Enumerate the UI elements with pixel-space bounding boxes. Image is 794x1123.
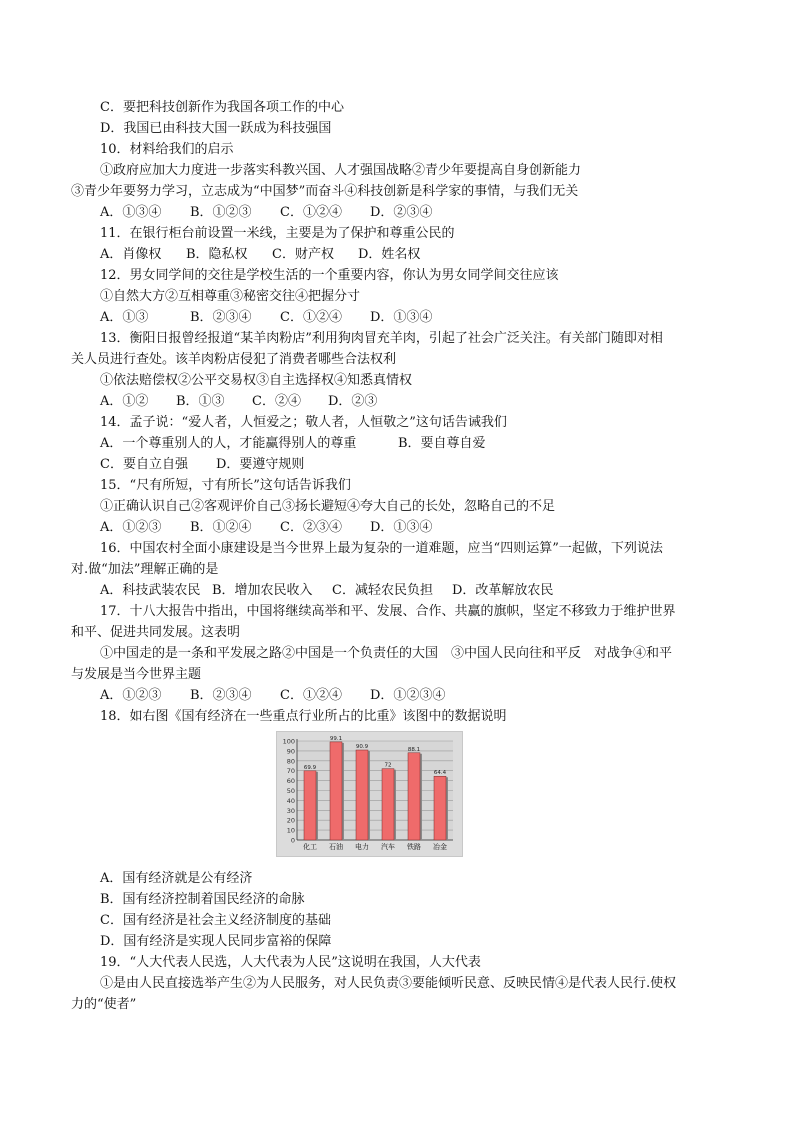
q12-option-d: D．①③④ (370, 310, 433, 325)
q13-statements: ①依法赔偿权②公平交易权③自主选择权④知悉真情权 (100, 373, 413, 388)
y-tick-label: 50 (286, 787, 295, 795)
q14-option-a: A．一个尊重别人的人，才能赢得别人的尊重 (100, 436, 357, 451)
q17-stem-2: 和平、促进共同发展。这表明 (71, 625, 241, 640)
q19-statements-1: ①是由人民直接选举产生②为人民服务，对人民负责③要能倾听民意、反映民情④是代表人民行.使权 (100, 976, 677, 991)
q14-option-d: D．要遵守规则 (216, 457, 305, 472)
bar-value-label: 88.1 (407, 746, 421, 753)
bar-value-label: 64.4 (433, 770, 447, 777)
bar-value-label: 72 (384, 762, 392, 769)
q14-stem: 14．孟子说：“爱人者，人恒爱之；敬人者，人恒敬之”这句话告诫我们 (100, 415, 507, 430)
bar-5 (434, 776, 446, 840)
y-tick-label: 90 (286, 747, 295, 756)
q16-option-d: D．改革解放农民 (452, 583, 554, 598)
q11-option-d: D．姓名权 (358, 247, 421, 262)
q16-option-a: A．科技武装农民 (100, 583, 201, 598)
q12-statements: ①自然大方②互相尊重③秘密交往④把握分寸 (100, 289, 361, 304)
q13-stem-2: 关人员进行查处。该羊肉粉店侵犯了消费者哪些合法权利 (71, 352, 397, 367)
bar-value-label: 69.9 (303, 764, 317, 771)
y-tick-label: 40 (286, 796, 295, 805)
q18-option-a: A．国有经济就是公有经济 (100, 871, 253, 886)
q19-stem: 19．“人大代表人民选，人大代表为人民”这说明在我国，人大代表 (100, 955, 481, 970)
y-tick-label: 0 (290, 836, 295, 845)
q16-option-c: C．减轻农民负担 (332, 583, 433, 598)
chart-svg (277, 732, 462, 856)
q17-option-a: A．①②③ (100, 688, 162, 703)
q18-stem: 18．如右图《国有经济在一些重点行业所占的比重》该图中的数据说明 (100, 709, 507, 724)
q18-option-d: D．国有经济是实现人民同步富裕的保障 (100, 934, 332, 949)
bar-0 (304, 771, 316, 840)
q13-option-d: D．②③ (328, 394, 378, 409)
q11-option-a: A．肖像权 (100, 247, 162, 262)
q11-stem: 11．在银行柜台前设置一米线，主要是为了保护和尊重公民的 (100, 226, 455, 241)
q16-option-b: B．增加农民收入 (212, 583, 313, 598)
x-category-label: 石油 (329, 843, 343, 851)
q14-option-b: B．要自尊自爱 (398, 436, 486, 451)
q17-stem-1: 17．十八大报告中指出，中国将继续高举和平、发展、合作、共赢的旗帜，坚定不移致力于维护世界 (100, 604, 676, 619)
q15-option-c: C．②③④ (280, 520, 342, 535)
bar-value-label: 90.9 (355, 744, 369, 751)
q10-option-d: D．②③④ (370, 205, 433, 220)
x-category-label: 化工 (303, 843, 317, 851)
q16-stem-1: 16．中国农村全面小康建设是当今世界上最为复杂的一道难题，应当“四则运算”一起做，下列说法 (100, 541, 663, 556)
y-tick-label: 70 (286, 767, 295, 776)
q17-option-d: D．①②③④ (370, 688, 446, 703)
q10-stem: 10．材料给我们的启示 (100, 142, 234, 157)
q13-option-a: A．①② (100, 394, 149, 409)
y-tick-label: 30 (286, 806, 295, 815)
q18-option-c: C．国有经济是社会主义经济制度的基础 (100, 913, 331, 928)
bar-value-label: 99.1 (329, 735, 343, 742)
q10-statements-1: ①政府应加大力度进一步落实科教兴国、人才强国战略②青少年要提高自身创新能力 (100, 163, 582, 178)
state-economy-bar-chart (276, 731, 463, 857)
q16-stem-2: 对.做“加法”理解正确的是 (71, 562, 219, 577)
q15-option-d: D．①③④ (370, 520, 433, 535)
q12-option-b: B．②③④ (190, 310, 252, 325)
x-category-label: 冶金 (433, 843, 447, 851)
bar-4 (408, 753, 420, 840)
y-tick-label: 100 (282, 737, 295, 746)
x-category-label: 电力 (355, 843, 369, 851)
q17-statements-1: ①中国走的是一条和平发展之路②中国是一个负责任的大国 ③中国人民向往和平反 对战争④和平 (100, 646, 673, 661)
q15-option-b: B．①②④ (190, 520, 252, 535)
y-tick-label: 80 (286, 757, 295, 766)
q9-option-c: C．要把科技创新作为我国各项工作的中心 (100, 100, 344, 115)
bar-3 (382, 769, 394, 840)
bar-1 (330, 742, 342, 840)
q17-statements-2: 与发展是当今世界主题 (71, 667, 202, 682)
q19-statements-2: 力的“使者” (71, 997, 137, 1012)
q15-stem: 15．“尺有所短，寸有所长”这句话告诉我们 (100, 478, 351, 493)
x-category-label: 铁路 (407, 843, 421, 851)
y-tick-label: 60 (286, 777, 295, 786)
q17-option-b: B．②③④ (190, 688, 252, 703)
q13-stem-1: 13．衡阳日报曾经报道“某羊肉粉店”利用狗肉冒充羊肉，引起了社会广泛关注。有关部门随即对相 (100, 331, 663, 346)
q14-option-c: C．要自立自强 (100, 457, 188, 472)
q10-option-c: C．①②④ (280, 205, 342, 220)
q13-option-c: C．②④ (252, 394, 301, 409)
q10-option-b: B．①②③ (190, 205, 252, 220)
q12-stem: 12．男女同学间的交往是学校生活的一个重要内容，你认为男女同学间交往应该 (100, 268, 559, 283)
q12-option-a: A．①③ (100, 310, 149, 325)
q9-option-d: D．我国已由科技大国一跃成为科技强国 (100, 121, 332, 136)
q11-option-b: B．隐私权 (186, 247, 248, 262)
q18-option-b: B．国有经济控制着国民经济的命脉 (100, 892, 305, 907)
q10-statements-2: ③青少年要努力学习，立志成为“中国梦”而奋斗④科技创新是科学家的事情，与我们无关 (71, 184, 579, 199)
q13-option-b: B．①③ (176, 394, 225, 409)
y-tick-label: 20 (286, 816, 295, 825)
q15-option-a: A．①②③ (100, 520, 162, 535)
bar-2 (356, 750, 368, 840)
x-category-label: 汽车 (381, 843, 395, 851)
y-tick-label: 10 (286, 826, 295, 835)
q15-statements: ①正确认识自己②客观评价自己③扬长避短④夸大自己的长处，忽略自己的不足 (100, 499, 556, 514)
q10-option-a: A．①③④ (100, 205, 162, 220)
q12-option-c: C．①②④ (280, 310, 342, 325)
q17-option-c: C．①②④ (280, 688, 342, 703)
q11-option-c: C．财产权 (272, 247, 334, 262)
